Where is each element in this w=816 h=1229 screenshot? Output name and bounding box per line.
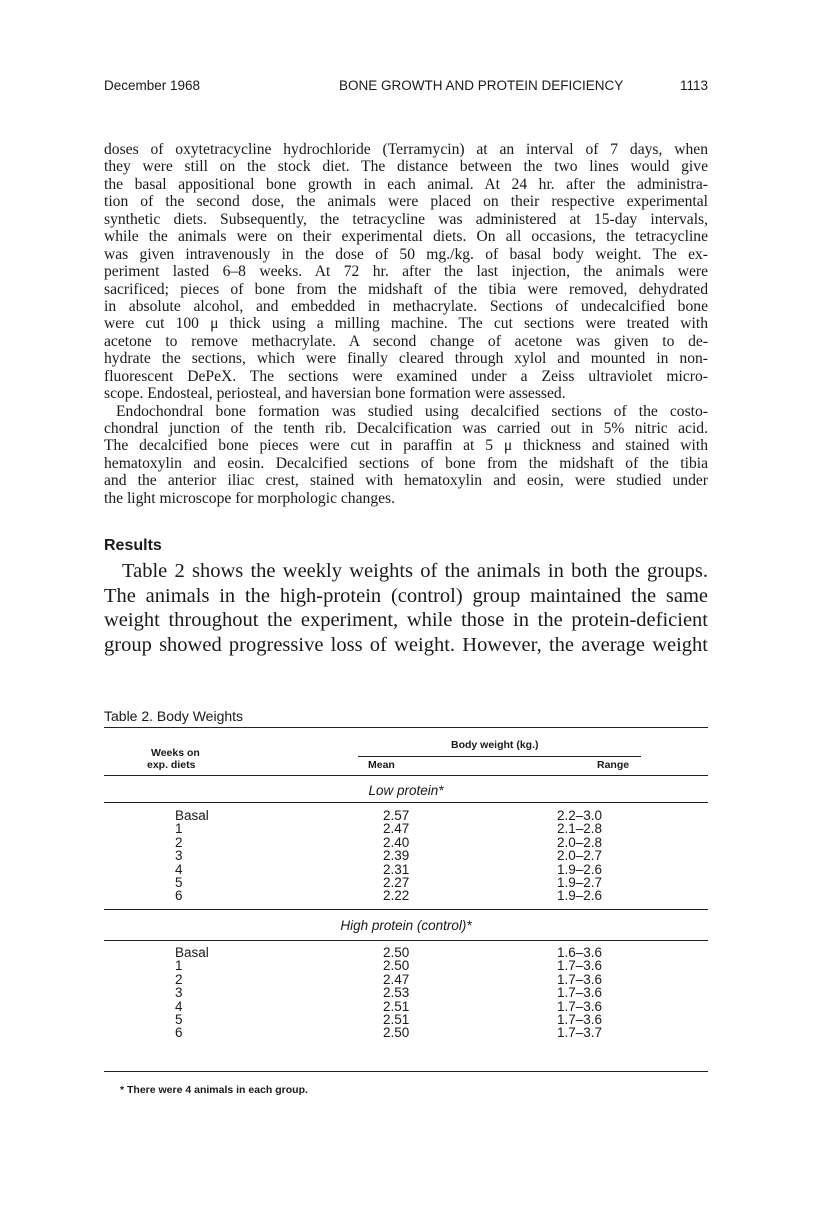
mean-cell: 2.51 xyxy=(383,998,410,1014)
week-cell: 3 xyxy=(175,848,183,864)
col-range-header: Range xyxy=(597,759,630,771)
text-line: weight throughout the experiment, while those in the protein-deficient xyxy=(104,609,708,632)
range-cell: 2.1–2.8 xyxy=(557,821,603,837)
range-cell: 1.9–2.6 xyxy=(557,861,603,877)
text-line: doses of oxytetracycline hydrochloride (Terramycin) at an interval of 7 days, when xyxy=(104,141,708,158)
text-line: was given intravenously in the dose of 50 mg./kg. of basal body weight. The ex- xyxy=(104,245,708,263)
week-cell: 2 xyxy=(175,834,183,850)
table-row xyxy=(0,959,816,972)
table-row xyxy=(0,863,816,876)
header-date: December 1968 xyxy=(104,78,201,93)
text-line: tion of the second dose, the animals were placed on their respective experimental xyxy=(104,193,708,211)
week-cell: Basal xyxy=(175,808,209,823)
range-cell: 1.7–3.6 xyxy=(557,1012,603,1027)
mean-cell: 2.40 xyxy=(383,834,410,850)
week-cell: 2 xyxy=(175,971,183,987)
text-line: in absolute alcohol, and embedded in methacrylate. Sections of undecalcified bone xyxy=(104,297,708,315)
week-cell: 4 xyxy=(175,861,183,877)
range-cell: 2.0–2.8 xyxy=(557,834,603,850)
range-cell: 1.7–3.6 xyxy=(557,985,603,1001)
table-top-rule xyxy=(104,727,708,728)
text-line: hematoxylin and eosin. Decalcified sections of bone from the midshaft of the tibia xyxy=(104,454,708,472)
text-line: were cut 100 μ thick using a milling machine. The cut sections were treated with xyxy=(104,315,708,333)
text-line: chondral junction of the tenth rib. Decalcification was carried out in 5% nitric acid. xyxy=(104,420,708,437)
group-label: Low protein* xyxy=(368,783,444,798)
text-line: fluorescent DePeX. The sections were examined under a Zeiss ultraviolet micro- xyxy=(104,367,708,385)
text-line: group showed progressive loss of weight. However, the average weight xyxy=(104,633,708,656)
mean-cell: 2.50 xyxy=(383,945,410,960)
table-row xyxy=(0,822,816,835)
col-mean-header: Mean xyxy=(368,759,395,771)
col-weeks-header-1: Weeks on xyxy=(151,747,200,759)
group-rule xyxy=(104,940,708,941)
week-cell: 5 xyxy=(175,875,183,890)
header-page-number: 1113 xyxy=(679,78,708,93)
mean-cell: 2.47 xyxy=(383,821,410,837)
group-separator-rule xyxy=(104,909,708,910)
table-row xyxy=(0,1000,816,1013)
header-title: BONE GROWTH AND PROTEIN DEFICIENCY xyxy=(339,78,624,93)
col-weeks-header-2: exp. diets xyxy=(147,759,196,771)
range-cell: 1.6–3.6 xyxy=(557,945,603,960)
week-cell: 1 xyxy=(175,958,183,974)
week-cell: 6 xyxy=(175,1025,183,1041)
table-title: Table 2. Body Weights xyxy=(104,708,244,724)
table-row xyxy=(0,1026,816,1039)
mean-cell: 2.53 xyxy=(383,985,410,1001)
range-cell: 1.9–2.6 xyxy=(557,888,603,904)
body-text xyxy=(104,141,708,507)
table-bottom-rule xyxy=(104,1071,708,1072)
text-line: acetone to remove methacrylate. A second change of acetone was given to de- xyxy=(104,332,708,350)
text-line: Table 2 shows the weekly weights of the animals in both the groups. xyxy=(122,560,708,582)
text-line: the light microscope for morphologic changes. xyxy=(104,489,396,507)
week-cell: 6 xyxy=(175,888,183,904)
week-cell: Basal xyxy=(175,945,209,960)
results-heading: Results xyxy=(104,537,162,554)
text-line: scope. Endosteal, periosteal, and haversian bone formation were assessed. xyxy=(104,385,566,403)
table-row xyxy=(0,1013,816,1026)
mean-cell: 2.39 xyxy=(383,848,410,864)
text-line: the basal appositional bone growth in each animal. At 24 hr. after the administra- xyxy=(104,175,708,193)
text-line: The animals in the high-protein (control) group maintained the same xyxy=(104,584,708,607)
range-cell: 1.9–2.7 xyxy=(557,875,603,890)
range-cell: 1.7–3.7 xyxy=(557,1025,603,1041)
group-label: High protein (control)* xyxy=(340,918,472,933)
range-cell: 2.2–3.0 xyxy=(557,808,603,823)
mean-cell: 2.47 xyxy=(383,971,410,987)
mean-cell: 2.27 xyxy=(383,875,410,890)
table-row xyxy=(0,946,816,959)
week-cell: 5 xyxy=(175,1012,183,1027)
mean-cell: 2.57 xyxy=(383,808,410,823)
table-row xyxy=(0,986,816,999)
col-group-header: Body weight (kg.) xyxy=(451,739,539,751)
week-cell: 4 xyxy=(175,998,183,1014)
text-line: The decalcified bone pieces were cut in paraffin at 5 μ thickness and stained with xyxy=(104,437,708,455)
text-line: they were still on the stock diet. The distance between the two lines would give xyxy=(104,158,708,176)
range-cell: 1.7–3.6 xyxy=(557,998,603,1014)
mean-cell: 2.50 xyxy=(383,958,410,974)
range-cell: 1.7–3.6 xyxy=(557,958,603,974)
table-row xyxy=(0,809,816,822)
text-line: hydrate the sections, which were finally cleared through xylol and mounted in non- xyxy=(104,350,708,368)
table-row xyxy=(0,973,816,986)
text-line: periment lasted 6–8 weeks. At 72 hr. after the last injection, the animals were xyxy=(104,263,708,281)
table-row xyxy=(0,849,816,862)
week-cell: 3 xyxy=(175,985,183,1001)
week-cell: 1 xyxy=(175,821,183,837)
table-row xyxy=(0,889,816,902)
table-row xyxy=(0,876,816,889)
text-line: and the anterior iliac crest, stained with hematoxylin and eosin, were studied under xyxy=(104,472,708,490)
table-row xyxy=(0,836,816,849)
range-cell: 2.0–2.7 xyxy=(557,848,603,864)
mean-cell: 2.51 xyxy=(383,1012,410,1027)
text-line: while the animals were on their experimental diets. On all occasions, the tetracycline xyxy=(104,228,708,246)
range-cell: 1.7–3.6 xyxy=(557,971,603,987)
running-header xyxy=(104,78,708,93)
mean-cell: 2.31 xyxy=(383,861,410,877)
col-group-rule xyxy=(358,756,641,757)
results-text xyxy=(104,559,708,657)
group-rule xyxy=(104,802,708,803)
mean-cell: 2.22 xyxy=(383,888,410,904)
text-line: sacrificed; pieces of bone from the midshaft of the tibia were removed, dehydrated xyxy=(104,280,708,298)
text-line: Endochondral bone formation was studied using decalcified sections of the costo- xyxy=(116,402,708,420)
header-rule xyxy=(104,775,708,776)
text-line: synthetic diets. Subsequently, the tetracycline was administered at 15-day intervals, xyxy=(104,210,708,228)
table-footnote: * There were 4 animals in each group. xyxy=(120,1084,308,1096)
mean-cell: 2.50 xyxy=(383,1025,410,1041)
